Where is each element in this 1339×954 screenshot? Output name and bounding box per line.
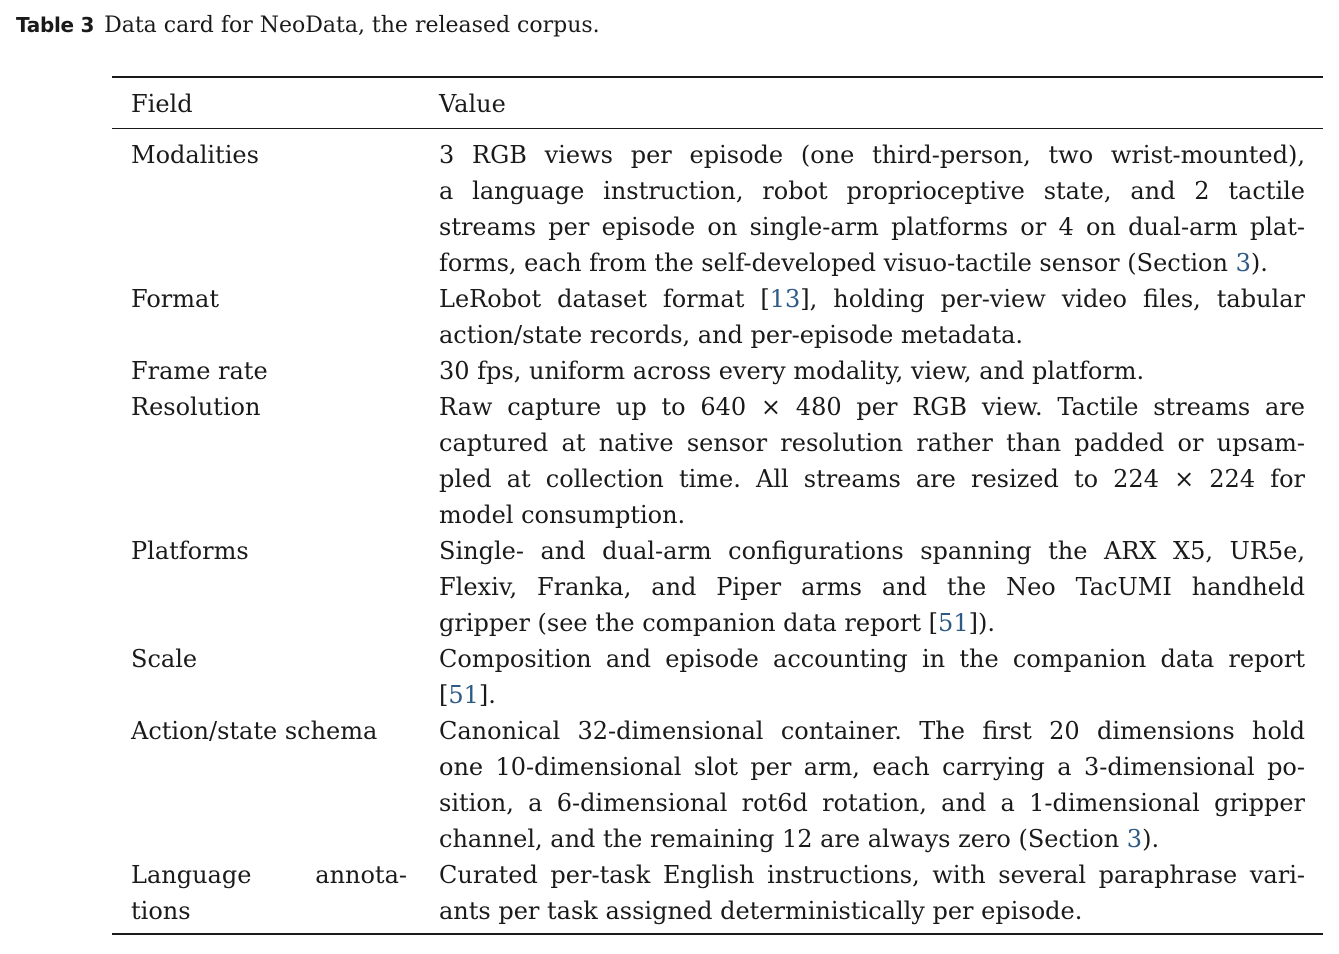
section-link[interactable]: 3 (1126, 825, 1143, 853)
value-cell-line: Single- and dual-arm configurations spanning the ARX X5, UR5e, (439, 537, 1305, 565)
field-cell: Scale (131, 645, 198, 673)
citation-link[interactable]: 51 (938, 609, 969, 637)
value-cell-line: gripper (see the companion data report [51]). (439, 609, 995, 637)
value-cell-line: action/state records, and per-episode metadata. (439, 321, 1024, 349)
value-cell-line: captured at native sensor resolution rather than padded or upsam- (439, 429, 1305, 457)
table-caption (16, 13, 600, 38)
value-cell (439, 533, 1305, 641)
field-cell-line: Language annota- (131, 861, 407, 889)
citation-link[interactable]: 51 (448, 681, 479, 709)
table-bottom-rule (112, 933, 1323, 935)
value-cell (439, 281, 1305, 353)
value-cell-line: Composition and episode accounting in the companion data report (439, 645, 1305, 673)
value-cell (439, 857, 1305, 929)
value-cell-line: Canonical 32-dimensional container. The first 20 dimensions hold (439, 717, 1305, 745)
value-cell-line: sition, a 6-dimensional rot6d rotation, and a 1-dimensional gripper (439, 789, 1305, 817)
table-caption-text: Data card for NeoData, the released corpus. (104, 13, 600, 38)
value-cell-line: 30 fps, uniform across every modality, view, and platform. (439, 357, 1145, 385)
section-link[interactable]: 3 (1235, 249, 1251, 277)
column-header-value: Value (439, 90, 506, 118)
field-cell: Platforms (131, 537, 249, 565)
field-cell (131, 857, 407, 929)
field-cell: Resolution (131, 393, 261, 421)
field-cell: Modalities (131, 141, 259, 169)
value-cell-line: model consumption. (439, 501, 686, 529)
value-cell-line: streams per episode on single-arm platforms or 4 on dual-arm plat- (439, 213, 1305, 241)
value-cell-line: Flexiv, Franka, and Piper arms and the Neo TacUMI handheld (439, 573, 1305, 601)
value-cell-line: one 10-dimensional slot per arm, each carrying a 3-dimensional po- (439, 753, 1305, 781)
value-cell-line: 3 RGB views per episode (one third-person, two wrist-mounted), (439, 141, 1305, 169)
value-cell (439, 713, 1305, 857)
value-cell (439, 353, 1305, 389)
value-cell-line: a language instruction, robot proprioceptive state, and 2 tactile (439, 177, 1305, 205)
field-cell: Action/state schema (131, 717, 378, 745)
field-cell: Frame rate (131, 357, 268, 385)
citation-link[interactable]: 13 (769, 285, 801, 313)
value-cell (439, 641, 1305, 713)
value-cell-line: [51]. (439, 681, 496, 709)
value-cell (439, 137, 1305, 281)
table-caption-label: Table 3 (16, 13, 95, 37)
column-header-field: Field (131, 90, 193, 118)
value-cell-line: ants per task assigned deterministically per episode. (439, 897, 1083, 925)
value-cell-line: LeRobot dataset format [13], holding per-view video files, tabular (439, 285, 1306, 313)
table-top-rule (112, 76, 1323, 78)
value-cell-line: Curated per-task English instructions, with several paraphrase vari- (439, 861, 1305, 889)
field-cell: Format (131, 285, 219, 313)
field-cell-line: tions (131, 897, 191, 925)
value-cell-line: Raw capture up to 640 × 480 per RGB view. Tactile streams are (439, 393, 1305, 421)
table-header-rule (112, 128, 1323, 129)
value-cell-line: forms, each from the self-developed visuo-tactile sensor (Section 3). (439, 249, 1268, 277)
value-cell-line: pled at collection time. All streams are resized to 224 × 224 for (439, 465, 1305, 493)
value-cell (439, 389, 1305, 533)
value-cell-line: channel, and the remaining 12 are always zero (Section 3). (439, 825, 1160, 853)
